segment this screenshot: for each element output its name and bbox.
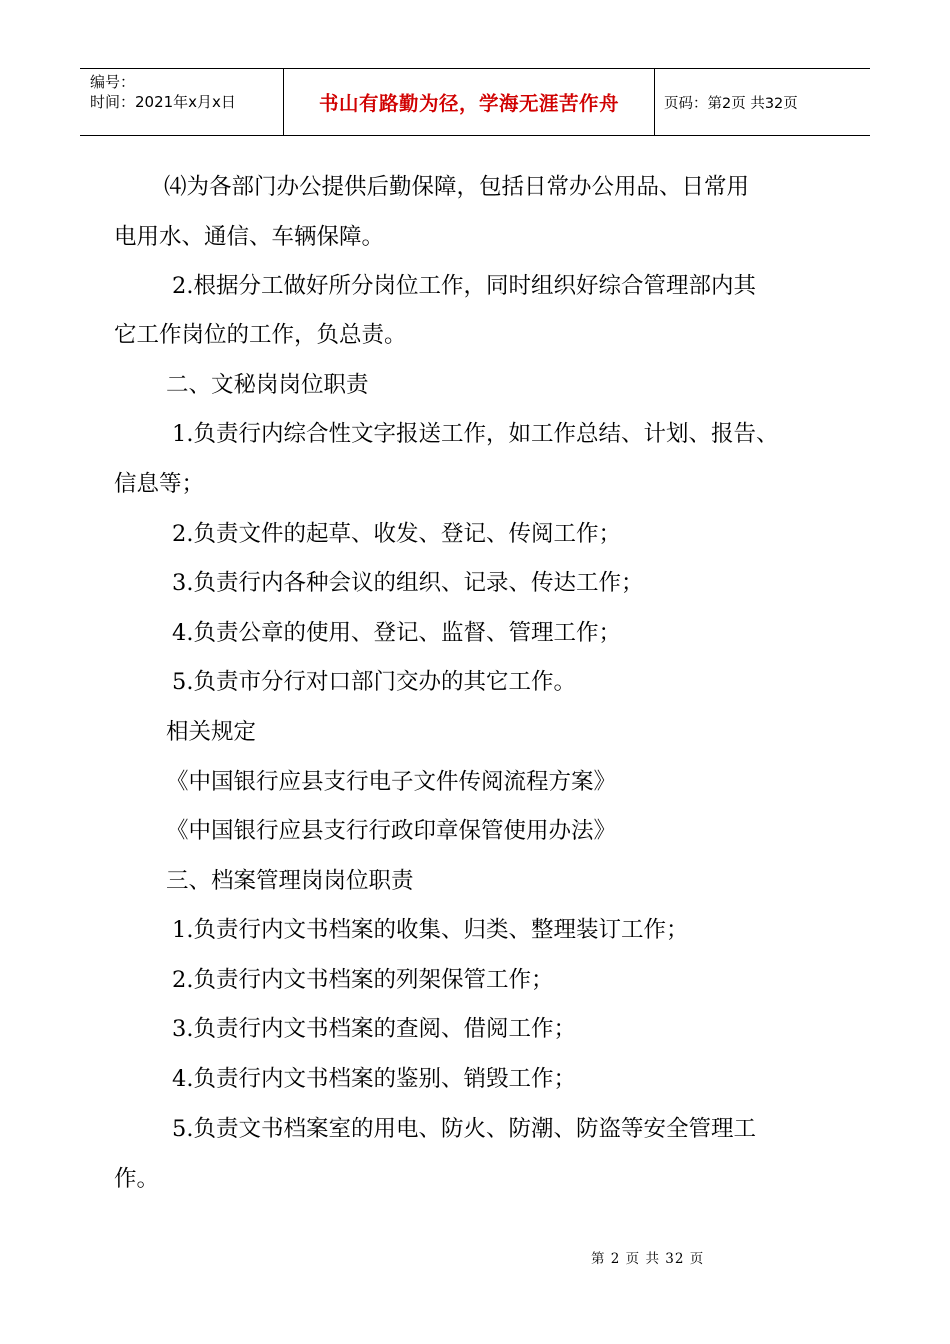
body-line: 《中国银行应县支行电子文件传阅流程方案》 xyxy=(166,769,617,795)
document-time-label: 时间：2021年x月x日 xyxy=(90,93,236,111)
body-line: 《中国银行应县支行行政印章保管使用办法》 xyxy=(166,818,617,844)
body-line: 2.根据分工做好所分岗位工作，同时组织好综合管理部内其 xyxy=(172,273,756,299)
body-line: 1.负责行内综合性文字报送工作，如工作总结、计划、报告、 xyxy=(172,421,779,447)
body-line: 3.负责行内文书档案的查阅、借阅工作； xyxy=(172,1016,576,1042)
body-line: 2.负责行内文书档案的列架保管工作； xyxy=(172,967,554,993)
section-heading: 二、文秘岗岗位职责 xyxy=(166,372,369,398)
page-footer: 第 2 页 共 32 页 xyxy=(591,1251,705,1267)
section-heading: 相关规定 xyxy=(166,719,257,745)
body-line: 作。 xyxy=(114,1166,160,1192)
header-meta xyxy=(80,69,283,135)
body-line: 2.负责文件的起草、收发、登记、传阅工作； xyxy=(172,521,621,547)
body-line: 1.负责行内文书档案的收集、归类、整理装订工作； xyxy=(172,917,689,943)
body-line: 5.负责文书档案室的用电、防火、防潮、防盗等安全管理工 xyxy=(172,1116,756,1142)
body-line: 4.负责行内文书档案的鉴别、销毁工作； xyxy=(172,1066,576,1092)
section-heading: 三、档案管理岗岗位职责 xyxy=(166,868,414,894)
header-motto: 书山有路勤为径，学海无涯苦作舟 xyxy=(283,69,655,135)
body-line: 5.负责市分行对口部门交办的其它工作。 xyxy=(172,669,576,695)
body-line: 3.负责行内各种会议的组织、记录、传达工作； xyxy=(172,570,644,596)
document-number-label: 编号： xyxy=(90,73,136,91)
body-line: 它工作岗位的工作，负总责。 xyxy=(114,322,407,348)
header-page-info: 页码：第2页 共32页 xyxy=(664,95,798,112)
body-line: 信息等； xyxy=(114,471,205,497)
body-line: 电用水、通信、车辆保障。 xyxy=(114,224,385,250)
body-line: ⑷为各部门办公提供后勤保障，包括日常办公用品、日常用 xyxy=(164,174,750,200)
page-header xyxy=(80,68,870,136)
body-line: 4.负责公章的使用、登记、监督、管理工作； xyxy=(172,620,621,646)
